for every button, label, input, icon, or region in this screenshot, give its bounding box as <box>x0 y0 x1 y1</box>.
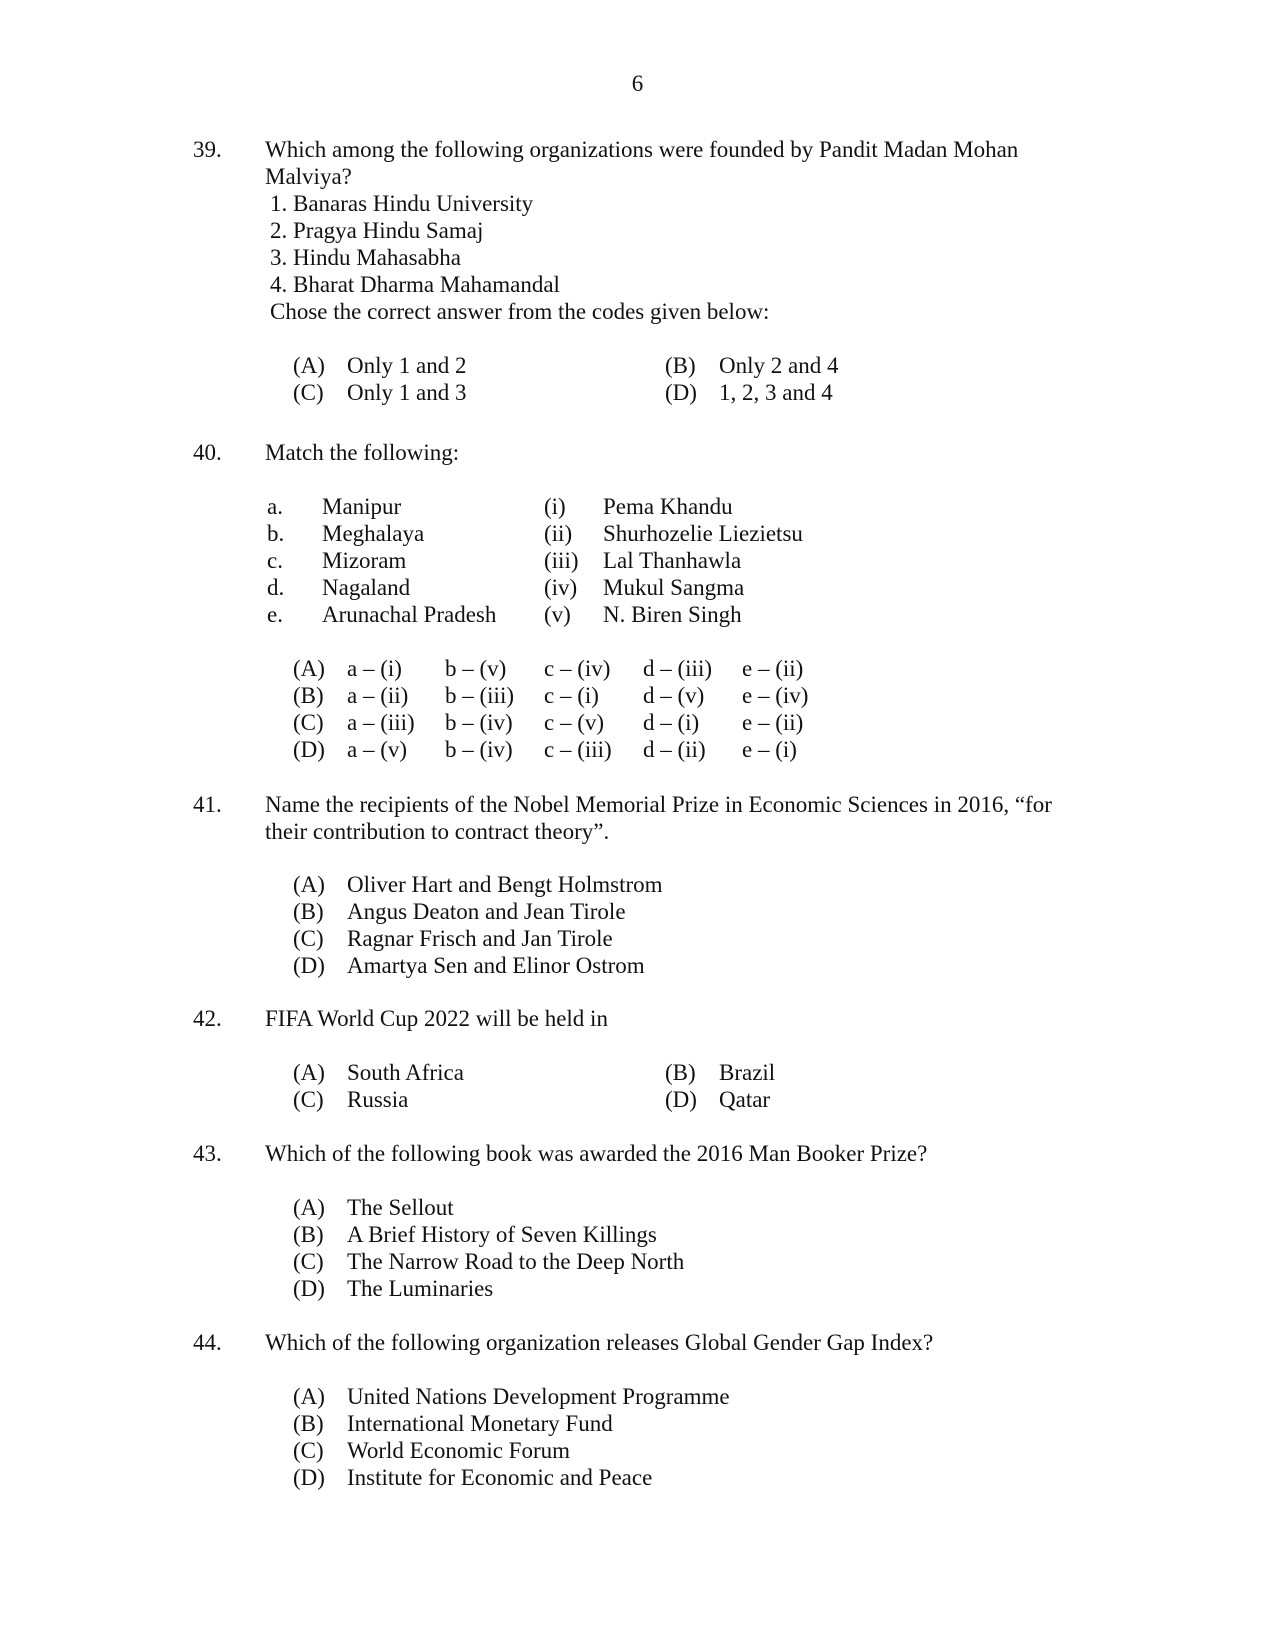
option-a[interactable]: (A) a – (i) b – (v) c – (iv) d – (iii) e – (ii) <box>293 656 804 681</box>
list-item: 2. Pragya Hindu Samaj <box>270 218 484 243</box>
option-d[interactable]: (D) a – (v) b – (iv) c – (iii) d – (ii) e – (i) <box>293 737 797 762</box>
question-stem: Which among the following organizations were founded by Pandit Madan Mohan <box>265 137 1019 162</box>
option-d[interactable]: (D) The Luminaries <box>293 1276 494 1301</box>
option-a[interactable]: (A) United Nations Development Programme <box>293 1384 730 1409</box>
question-stem: Which of the following organization releases Global Gender Gap Index? <box>265 1330 934 1355</box>
list-item: 4. Bharat Dharma Mahamandal <box>270 272 560 297</box>
question-number: 44. <box>193 1330 222 1355</box>
list-item: 3. Hindu Mahasabha <box>270 245 461 270</box>
match-row: a. Manipur (i) Pema Khandu <box>267 494 733 519</box>
question-stem: Match the following: <box>265 440 460 465</box>
question-number: 39. <box>193 137 222 162</box>
option-d[interactable]: (D) Amartya Sen and Elinor Ostrom <box>293 953 645 978</box>
options-q42: (A) South Africa (B) Brazil (C) Russia (D) Qatar <box>293 1060 776 1112</box>
option-d[interactable]: (D) Institute for Economic and Peace <box>293 1465 653 1490</box>
question-number: 40. <box>193 440 222 465</box>
question-stem: Which of the following book was awarded the 2016 Man Booker Prize? <box>265 1141 928 1166</box>
option-c[interactable]: (C) The Narrow Road to the Deep North <box>293 1249 685 1274</box>
match-row: b. Meghalaya (ii) Shurhozelie Liezietsu <box>267 521 803 546</box>
options-q39: (A) Only 1 and 2 (B) Only 2 and 4 (C) Only 1 and 3 (D) 1, 2, 3 and 4 <box>293 353 839 405</box>
instruction-text: Chose the correct answer from the codes given below: <box>270 299 770 324</box>
question-stem: Name the recipients of the Nobel Memorial Prize in Economic Sciences in 2016, “for <box>265 792 1052 817</box>
option-c[interactable]: (C) World Economic Forum <box>293 1438 571 1463</box>
option-c[interactable]: (C) a – (iii) b – (iv) c – (v) d – (i) e – (ii) <box>293 710 804 735</box>
option-a[interactable]: (A) Oliver Hart and Bengt Holmstrom <box>293 872 663 897</box>
list-item: 1. Banaras Hindu University <box>270 191 534 216</box>
match-table <box>267 493 867 628</box>
question-number: 42. <box>193 1006 222 1031</box>
question-stem-continued: Malviya? <box>265 164 352 189</box>
options-q44 <box>293 1383 793 1491</box>
question-stem-continued: their contribution to contract theory”. <box>265 819 610 844</box>
match-codes <box>293 655 853 763</box>
question-number: 41. <box>193 792 222 817</box>
page-number: 6 <box>631 71 644 96</box>
option-b[interactable]: (B) A Brief History of Seven Killings <box>293 1222 657 1247</box>
option-b[interactable]: (B) a – (ii) b – (iii) c – (i) d – (v) e – (iv) <box>293 683 809 708</box>
option-b[interactable]: (B) International Monetary Fund <box>293 1411 613 1436</box>
option-b[interactable]: (B) Angus Deaton and Jean Tirole <box>293 899 626 924</box>
match-row: d. Nagaland (iv) Mukul Sangma <box>267 575 745 600</box>
question-stem: FIFA World Cup 2022 will be held in <box>265 1006 608 1031</box>
question-number: 43. <box>193 1141 222 1166</box>
options-q41 <box>293 871 793 979</box>
options-q43 <box>293 1194 793 1302</box>
option-a[interactable]: (A) The Sellout <box>293 1195 454 1220</box>
match-row: e. Arunachal Pradesh (v) N. Biren Singh <box>267 602 742 627</box>
match-row: c. Mizoram (iii) Lal Thanhawla <box>267 548 742 573</box>
option-c[interactable]: (C) Ragnar Frisch and Jan Tirole <box>293 926 613 951</box>
